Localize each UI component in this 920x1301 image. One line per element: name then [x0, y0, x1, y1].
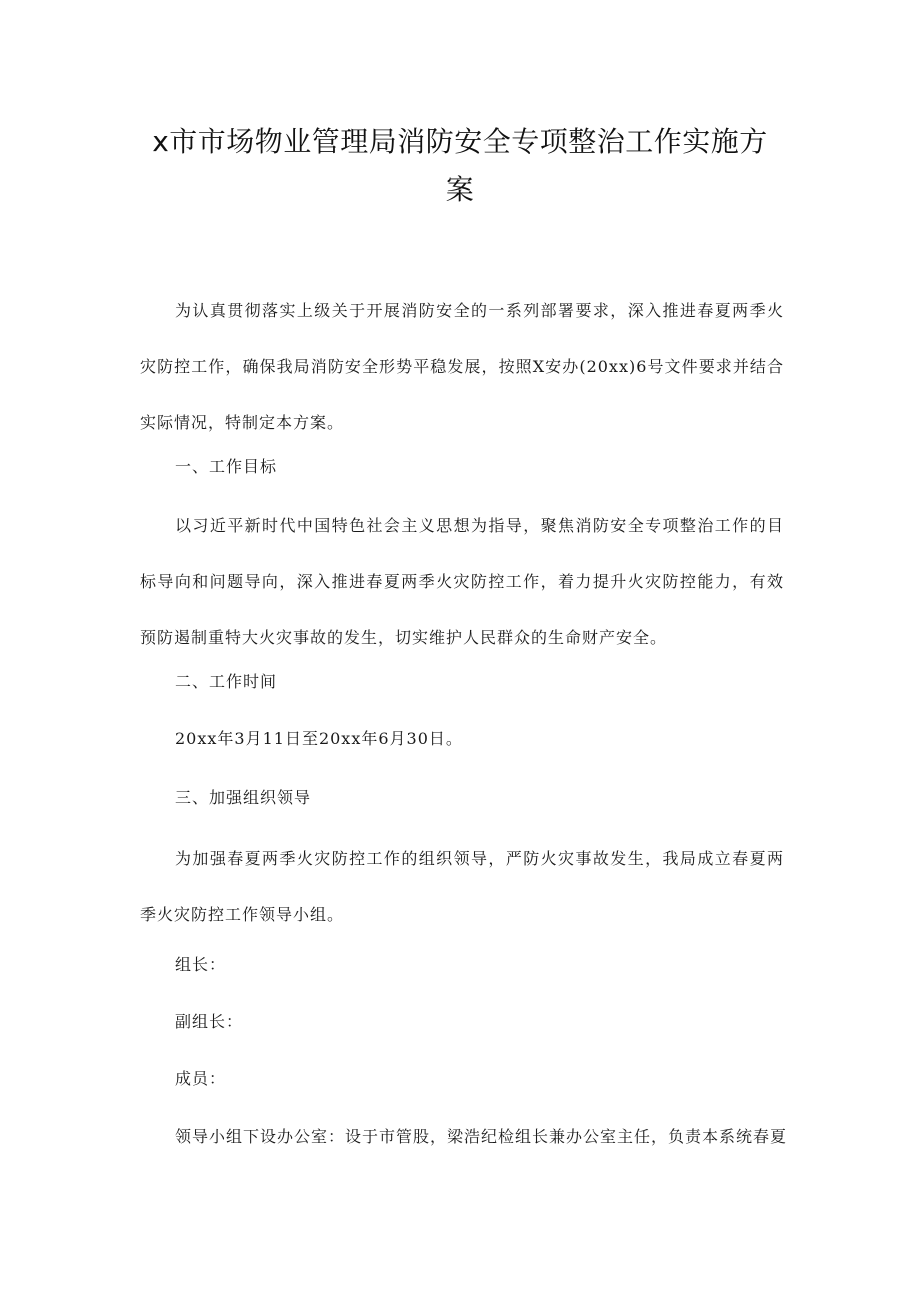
goals-paragraph: 以习近平新时代中国特色社会主义思想为指导，聚焦消防安全专项整治工作的目标导向和问题导向，深入推进春夏两季火灾防控工作，着力提升火灾防控能力，有效预防遏制重特大火灾事故的发生，切实维护人民群众的生命财产安全。 [140, 516, 784, 647]
section-heading-time: 二、工作时间 [175, 672, 278, 691]
deputy-leader-label: 副组长： [175, 1012, 244, 1031]
office-paragraph: 领导小组下设办公室：设于市管股，梁浩纪检组长兼办公室主任，负责本系统春夏 [175, 1127, 788, 1146]
section-heading-organization: 三、加强组织领导 [175, 788, 312, 807]
intro-paragraph: 为认真贯彻落实上级关于开展消防安全的一系列部署要求，深入推进春夏两季火灾防控工作，确保我局消防安全形势平稳发展，按照X安办(20xx)6号文件要求并结合实际情况，特制定本方案。 [140, 301, 784, 432]
organization-paragraph: 为加强春夏两季火灾防控工作的组织领导，严防火灾事故发生，我局成立春夏两季火灾防控工作领导小组。 [140, 849, 784, 924]
section-heading-goals: 一、工作目标 [175, 457, 278, 476]
time-paragraph: 20xx年3月11日至20xx年6月30日。 [175, 729, 463, 748]
members-label: 成员： [175, 1069, 227, 1088]
leader-label: 组长： [175, 955, 227, 974]
document-title: x市市场物业管理局消防安全专项整治工作实施方案 [152, 125, 768, 206]
